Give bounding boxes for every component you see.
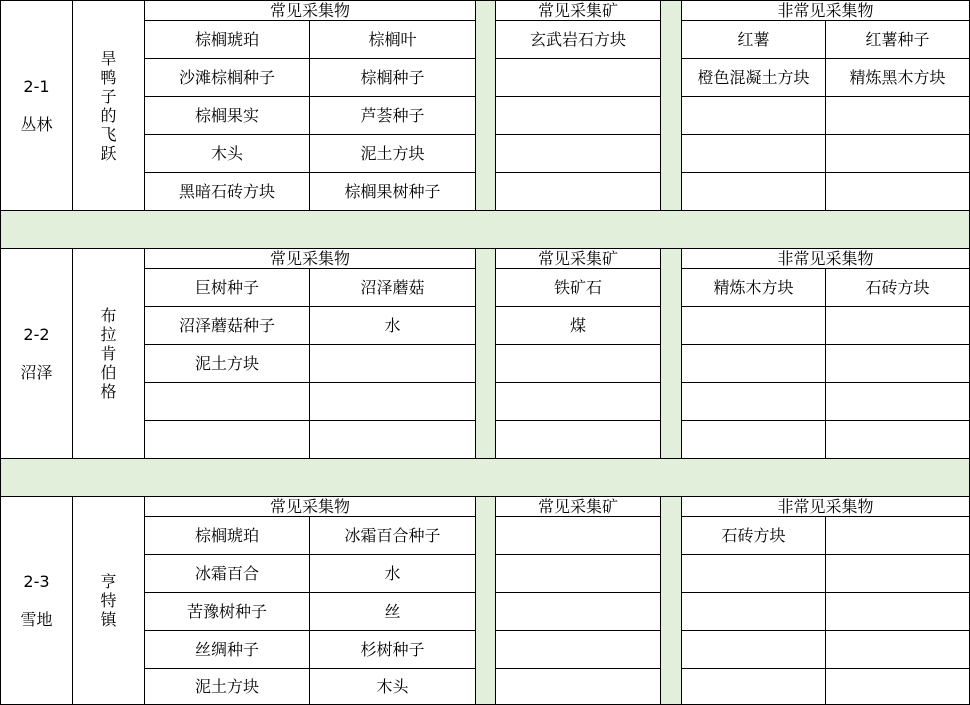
section-separator-block [1,459,970,497]
rare-item-cell [826,345,970,383]
common-item-cell: 黑暗石砖方块 [145,173,310,211]
rare-item-cell [826,421,970,459]
common-ore-cell [496,669,661,705]
rare-item-cell [826,307,970,345]
chapter-cell [1,497,73,705]
common-ore-cell [496,173,661,211]
separator-column [661,1,682,211]
common-item-cell [145,383,310,421]
chapter-code: 2-2 [23,324,50,344]
rare-item-cell [826,517,970,555]
rare-item-cell [826,631,970,669]
rare-item-cell: 红薯种子 [826,21,970,59]
rare-item-cell [682,555,826,593]
area-name: 亨特镇 [100,572,117,629]
common-item-cell: 棕榈琥珀 [145,21,310,59]
separator-column [476,1,496,211]
rare-item-cell [682,383,826,421]
rare-item-cell [826,135,970,173]
common-item-cell: 冰霜百合种子 [310,517,476,555]
common-item-cell: 水 [310,555,476,593]
common-item-cell: 棕榈叶 [310,21,476,59]
common-item-cell: 苦豫树种子 [145,593,310,631]
section-2-2 [1,249,970,459]
common-item-cell: 水 [310,307,476,345]
common-item-cell: 泥土方块 [145,345,310,383]
common-item-cell: 棕榈琥珀 [145,517,310,555]
rare-item-cell [682,135,826,173]
common-item-cell [310,345,476,383]
area-name: 旱鸭子的飞跃 [100,48,117,163]
common-item-cell [145,421,310,459]
common-item-cell: 丝绸种子 [145,631,310,669]
common-item-cell: 丝 [310,593,476,631]
common-item-cell: 棕榈果实 [145,97,310,135]
common-ore-cell [496,135,661,173]
area-cell [73,1,145,211]
rare-item-cell: 红薯 [682,21,826,59]
header-common-items: 常见采集物 [145,497,476,517]
rare-item-cell: 精炼黑木方块 [826,59,970,97]
rare-item-cell: 橙色混凝土方块 [682,59,826,97]
header-common-items: 常见采集物 [145,1,476,21]
biome-name: 沼泽 [20,362,53,382]
header-common-ores: 常见采集矿 [496,1,661,21]
biome-name: 雪地 [20,609,53,629]
rare-item-cell [682,307,826,345]
section-header-row [1,1,970,21]
common-ore-cell: 铁矿石 [496,269,661,307]
common-item-cell: 沙滩棕榈种子 [145,59,310,97]
separator-column [476,497,496,705]
chapter-code: 2-1 [23,76,50,96]
separator-column [661,249,682,459]
rare-item-cell [826,383,970,421]
rare-item-cell [682,421,826,459]
separator-column [661,497,682,705]
area-name: 布拉肯伯格 [100,306,117,401]
rare-item-cell [826,555,970,593]
rare-item-cell: 石砖方块 [826,269,970,307]
rare-item-cell [682,173,826,211]
section-separator [1,211,970,249]
rare-item-cell [826,669,970,705]
common-ore-cell [496,345,661,383]
section-header-row [1,497,970,517]
separator-row [1,459,970,497]
rare-item-cell: 精炼木方块 [682,269,826,307]
chapter-code: 2-3 [23,571,50,591]
section-separator [1,459,970,497]
separator-column [476,249,496,459]
separator-row [1,211,970,249]
header-rare-items: 非常见采集物 [682,497,970,517]
common-ore-cell [496,59,661,97]
rare-item-cell [826,173,970,211]
common-item-cell: 泥土方块 [310,135,476,173]
header-common-ores: 常见采集矿 [496,497,661,517]
section-header-row [1,249,970,269]
rare-item-cell [682,345,826,383]
common-item-cell: 巨树种子 [145,269,310,307]
common-ore-cell [496,517,661,555]
common-item-cell: 棕榈果树种子 [310,173,476,211]
section-2-3 [1,497,970,705]
common-item-cell: 泥土方块 [145,669,310,705]
common-ore-cell [496,593,661,631]
common-ore-cell [496,421,661,459]
common-item-cell: 冰霜百合 [145,555,310,593]
common-item-cell: 芦荟种子 [310,97,476,135]
common-ore-cell [496,631,661,669]
common-item-cell: 木头 [310,669,476,705]
common-ore-cell: 煤 [496,307,661,345]
common-ore-cell: 玄武岩石方块 [496,21,661,59]
area-cell [73,497,145,705]
section-2-1 [1,1,970,211]
common-item-cell [310,383,476,421]
rare-item-cell: 石砖方块 [682,517,826,555]
header-rare-items: 非常见采集物 [682,249,970,269]
common-item-cell: 沼泽蘑菇 [310,269,476,307]
common-item-cell: 棕榈种子 [310,59,476,97]
section-separator-block [1,211,970,249]
common-ore-cell [496,555,661,593]
rare-item-cell [682,97,826,135]
rare-item-cell [682,631,826,669]
common-ore-cell [496,383,661,421]
area-cell [73,249,145,459]
common-item-cell: 木头 [145,135,310,173]
header-rare-items: 非常见采集物 [682,1,970,21]
common-item-cell: 沼泽蘑菇种子 [145,307,310,345]
rare-item-cell [826,593,970,631]
header-common-ores: 常见采集矿 [496,249,661,269]
common-item-cell: 杉树种子 [310,631,476,669]
rare-item-cell [682,593,826,631]
rare-item-cell [826,97,970,135]
common-item-cell [310,421,476,459]
chapter-cell [1,249,73,459]
common-ore-cell [496,97,661,135]
biome-name: 丛林 [20,114,53,134]
chapter-cell [1,1,73,211]
header-common-items: 常见采集物 [145,249,476,269]
rare-item-cell [682,669,826,705]
